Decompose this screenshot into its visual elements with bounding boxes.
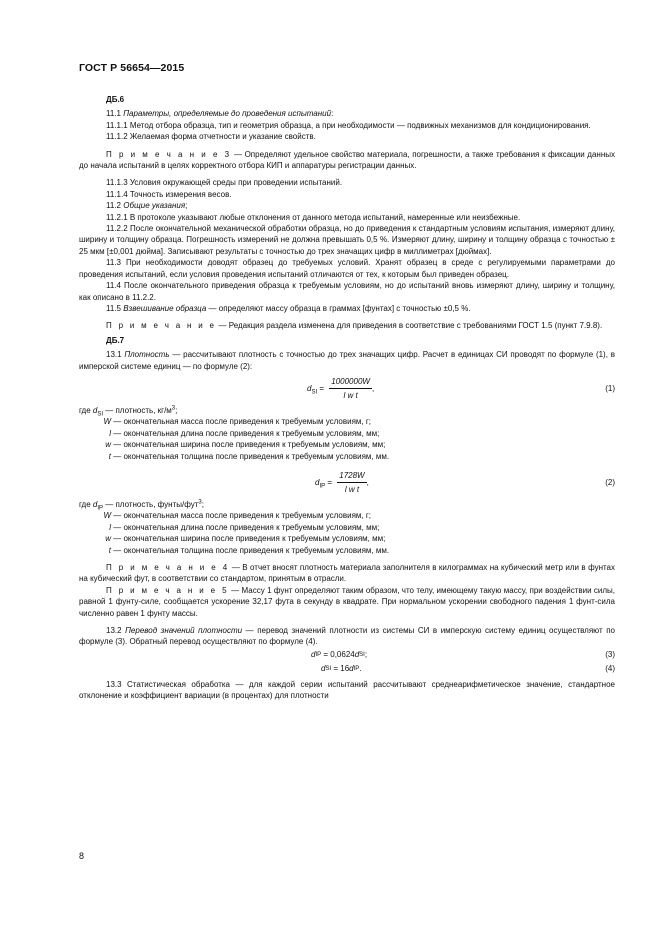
fraction-denominator: l w t xyxy=(343,391,358,401)
clause-number: 13.2 xyxy=(106,626,122,636)
note-text: — Массу 1 фунт определяют таким образом, что телу, имеющему такую массу, при воздействии силы, равной 1 фунту-силе, сообщается ускорение 32,17 фута в секунду в квадрате. При нормальном ускорении свободного падения 1 фунт-сила численно равен 1 фунту массы. xyxy=(79,585,616,618)
clause-text: — перевод значений плотности из системы СИ в имперскую систему единиц осуществляют по формуле (3). Обратный перевод осуществляют по формуле (4). xyxy=(79,626,615,647)
clause-11-1-3: 11.1.3 Условия окружающей среды при проведении испытаний. xyxy=(106,178,343,188)
definition-first: где $d_{SI}$ — плотность, $кг/м^3$; xyxy=(79,405,178,418)
clause-number: 11.5 xyxy=(106,303,121,313)
clause-11-2 xyxy=(79,200,615,211)
definition-row: W — окончательная масса после приведения к требуемым условиям, г; xyxy=(103,511,371,521)
definition-row: t — окончательная толщина после приведения к требуемым условиям, мм. xyxy=(108,545,390,555)
clause-11-5 xyxy=(79,303,615,314)
equation-number: (1) xyxy=(605,383,615,393)
fraction-denominator: l w t xyxy=(344,485,360,495)
page-number: 8 xyxy=(79,851,85,861)
clause-11-1-4: 11.1.4 Точность измерения весов. xyxy=(106,189,232,199)
note-label: П р и м е ч а н и е xyxy=(106,321,217,331)
note-5 xyxy=(79,585,615,619)
note-4 xyxy=(79,562,615,585)
note-label: П р и м е ч а н и е 5 xyxy=(106,585,229,595)
equation-number: (4) xyxy=(605,663,615,673)
definitions-2 xyxy=(79,499,615,556)
note-label: П р и м е ч а н и е 3 xyxy=(106,149,232,159)
formula-lhs: $d_{SI}$ xyxy=(307,384,318,396)
note-edit xyxy=(79,320,615,331)
clause-11-4: 11.4 После окончательного приведения образца к требуемым условиям, но до испытаний вновь измеряют длину, ширину и толщину, как описано в 11.2.2. xyxy=(79,281,615,302)
formula-fraction xyxy=(329,376,375,402)
definition-row: w — окончательная ширина после приведения к требуемым условиям, мм; xyxy=(105,440,386,450)
note-text: — Определяют удельное свойство материала, погрешности, а также требования к фиксации данных до начала испытаний в целях корректного отбора КИП и аппаратуры регистрации данных. xyxy=(79,149,615,171)
clause-11-1 xyxy=(79,108,615,119)
clause-term: Взвешивание образца xyxy=(123,303,207,313)
clause-13-1 xyxy=(79,349,615,372)
equation-number: (2) xyxy=(605,477,615,487)
definitions-1 xyxy=(79,405,615,462)
clause-13-3: 13.3 Статистическая обработка — для каждой серии испытаний рассчитывают среднеарифметическое значение, стандартное отклонение и коэффициент вариации (в процентах) для плотности xyxy=(79,679,615,701)
formula-end: , xyxy=(371,384,375,394)
note-text: — Редакция раздела изменена для приведения в соответствие с требованиями ГОСТ 1.5 (пункт 7.9.8). xyxy=(216,321,603,331)
clause-term: Перевод значений плотности xyxy=(125,626,243,636)
equation-number: (3) xyxy=(605,649,615,659)
clause-11-1-1: 11.1.1 Метод отбора образца, тип и геометрия образца, а при необходимости — подвижных механизмов для кондиционирования. xyxy=(106,120,591,130)
section-heading-db7: ДБ.7 xyxy=(106,335,125,345)
clause-text: — рассчитывают плотность с точностью до трех значащих цифр. Расчет в единицах СИ проводят по формуле (1), в имперской системе единиц — по формуле (2): xyxy=(79,350,615,371)
definition-row: W — окончательная масса после приведения к требуемым условиям, г; xyxy=(103,417,371,427)
note-3 xyxy=(79,149,615,172)
note-label: П р и м е ч а н и е 4 xyxy=(106,563,230,572)
clause-11-1-2: 11.1.2 Желаемая форма отчетности и указание свойств. xyxy=(106,132,316,142)
section-heading-db6: ДБ.6 xyxy=(106,95,125,104)
formula-1 xyxy=(79,376,615,402)
formula-eq: = xyxy=(317,384,327,394)
document-body xyxy=(79,94,615,702)
clause-term: Плотность xyxy=(124,350,170,360)
clause-11-2-1: 11.2.1 В протоколе указывают любые отклонения от данного метода испытаний, намеренные или неизбежные. xyxy=(106,212,521,222)
clause-term: Общие указания xyxy=(123,201,186,211)
document-header: ГОСТ Р 56654—2015 xyxy=(79,62,185,74)
clause-11-3: 11.3 При необходимости доводят образец до требуемых условий. Хранят образец в среде с регулируемыми параметрами до проведения испытаний, если условия проведения испытаний отличаются от тех, к которым был приведен образец. xyxy=(79,258,615,279)
clause-number: 11.1 xyxy=(106,109,121,119)
formula-2 xyxy=(79,470,615,496)
formula-3: d IP = 0,0624 d SI ; (3) xyxy=(311,649,615,659)
definition-row: w — окончательная ширина после приведения к требуемым условиям, мм; xyxy=(105,534,386,544)
formula-4: d SI = 16 d IP . (4) xyxy=(321,663,615,673)
formula-end: , xyxy=(366,478,369,488)
clause-text: — определяют массу образца в граммах [фунтах] с точностью ±0,5 %. xyxy=(206,303,471,313)
clause-13-2 xyxy=(79,625,615,648)
clause-tail: : xyxy=(331,109,334,119)
definition-row: l — окончательная длина после приведения к требуемым условиям, мм; xyxy=(109,522,380,532)
fraction-numerator: 1728W xyxy=(337,470,366,483)
definition-row: t — окончательная толщина после приведения к требуемым условиям, мм. xyxy=(108,451,390,461)
formula-fraction xyxy=(337,470,366,496)
formula-lhs: $d_{IP}$ xyxy=(315,478,326,490)
clause-number: 13.1 xyxy=(106,350,122,360)
formula-eq: = xyxy=(325,478,335,488)
definition-row: l — окончательная длина после приведения к требуемым условиям, мм; xyxy=(109,428,380,438)
fraction-numerator: 1000000W xyxy=(329,376,372,389)
clause-number: 11.2 xyxy=(106,201,121,211)
clause-tail: ; xyxy=(185,201,188,211)
definition-first: где $d_{IP}$ — плотность, фунты/фут$^3$; xyxy=(79,499,204,512)
clause-term: Параметры, определяемые до проведения испытаний xyxy=(123,109,332,119)
note-text: — В отчет вносят плотность материала заполнителя в килограммах на кубический метр или в фунтах на кубический фут, в соответствии со стандартом, принятым в отрасли. xyxy=(79,563,616,584)
clause-11-2-2: 11.2.2 После окончательной механической обработки образца, но до приведения к стандартным условиям испытания, измеряют длину, ширину и толщину образца. Погрешность измерений не должна превышать 0,5 %. Измеряют длину, ширину и толщину образца с точностью ± 25 мкм [±0,001 дюйма]. Записывают результаты с точностью до трех значащих цифр в миллиметрах [дюймах]. xyxy=(79,224,615,256)
